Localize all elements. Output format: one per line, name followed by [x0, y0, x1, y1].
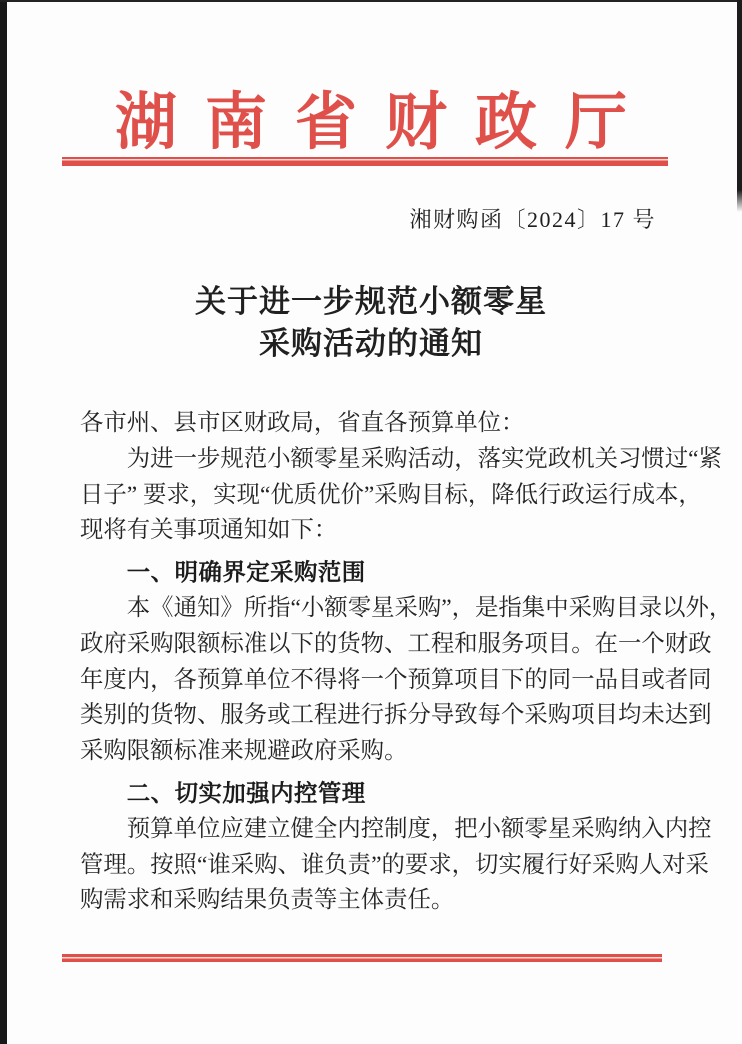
document-title-line-1: 关于进一步规范小额零星 — [195, 284, 547, 319]
body-line: 类别的货物、服务或工程进行拆分导致每个采购项目均未达到 — [80, 702, 712, 729]
body-line: 年度内，各预算单位不得将一个预算项目下的同一品目或者同 — [80, 666, 712, 693]
letterhead-org-name: 湖南省财政厅 — [114, 89, 655, 157]
footer-rule — [62, 954, 662, 962]
document-title — [0, 281, 742, 365]
body-line: 日子” 要求，实现“优质优价”采购目标，降低行政运行成本， — [80, 481, 702, 508]
body-line: 各市州、县市区财政局，省直各预算单位： — [80, 410, 525, 436]
body-line: 管理。按照“谁采购、谁负责”的要求，切实履行好采购人对采 — [80, 851, 709, 878]
body-line: 政府采购限额标准以下的货物、工程和服务项目。在一个财政 — [80, 630, 712, 657]
scan-edge-top — [0, 0, 742, 2]
body-line: 预算单位应建立健全内控制度，把小额零星采购纳入内控 — [126, 815, 712, 842]
document-title-line-2: 采购活动的通知 — [259, 326, 483, 361]
body-line: 采购限额标准来规避政府采购。 — [80, 738, 408, 765]
body-line: 本《通知》所指“小额零星采购”，是指集中采购目录以外， — [126, 594, 733, 621]
letterhead-rule — [62, 157, 668, 166]
body-line: 为进一步规范小额零星采购活动，落实党政机关习惯过“紧 — [126, 445, 722, 472]
section-heading: 二、切实加强内控管理 — [126, 779, 366, 806]
section-heading: 一、明确界定采购范围 — [126, 559, 366, 586]
body-line: 现将有关事项通知如下： — [80, 517, 338, 544]
document-body — [80, 406, 733, 919]
body-line: 购需求和采购结果负责等主体责任。 — [80, 887, 455, 914]
document-number: 湘财购函〔2024〕17 号 — [409, 207, 656, 232]
